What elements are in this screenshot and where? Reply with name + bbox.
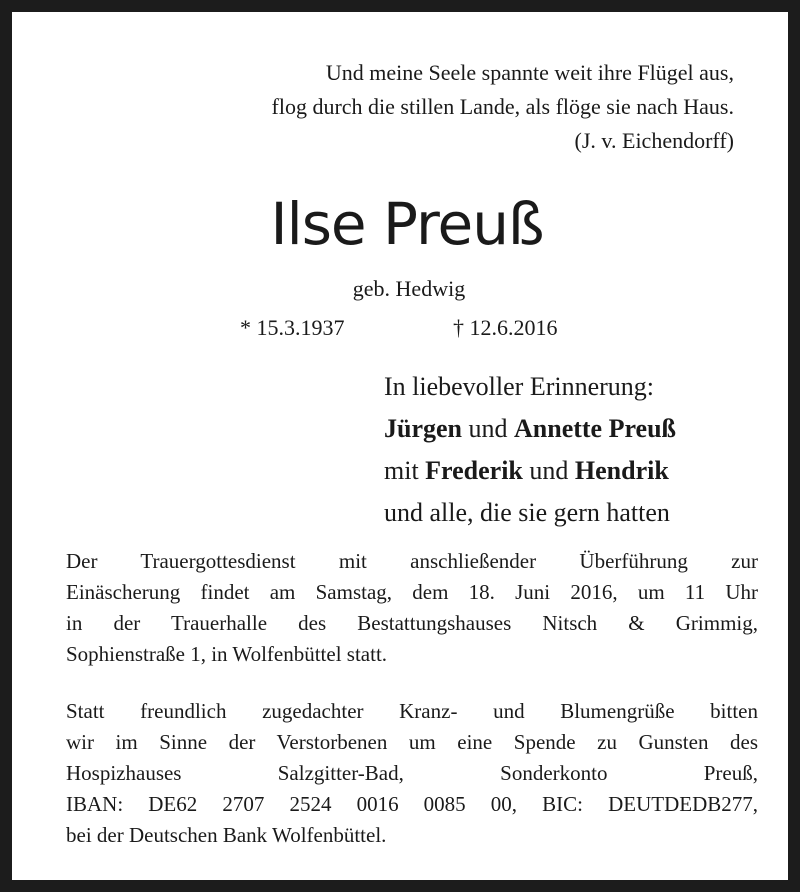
maiden-name: geb. Hedwig [352,276,466,301]
donation-line-3: Hospizhauses Salzgitter-Bad, Sonderkonto Preuß, [66,761,758,785]
mourners-line-1 [384,408,676,450]
donation-line-5: bei der Deutschen Bank Wolfenbüttel. [66,823,387,847]
conjunction: und [468,414,508,443]
poem-quote [272,56,734,158]
deceased-name: Ilse Preuß [270,190,544,258]
funeral-line-3: in der Trauerhalle des Bestattungshauses Nitsch & Grimmig, [66,611,758,635]
funeral-line-1: Der Trauergottesdienst mit anschließender Überführung zur [66,549,758,573]
funeral-line-4: Sophienstraße 1, in Wolfenbüttel statt. [66,642,388,666]
donation-line-2: wir im Sinne der Verstorbenen um eine Spende zu Gunsten des [66,730,758,754]
donation-line-1: Statt freundlich zugedachter Kranz- und Blumengrüße bitten [66,699,758,723]
donation-notice [66,696,758,851]
poem-author: (J. v. Eichendorff) [574,128,734,153]
mourner-name: Annette Preuß [514,414,677,443]
funeral-line-2: Einäscherung findet am Samstag, dem 18. Juni 2016, um 11 Uhr [66,580,758,604]
conjunction: und [529,456,569,485]
mourners-line-2 [384,450,676,492]
mourners-intro: In liebevoller Erinnerung: [384,372,655,401]
mourner-name: Jürgen [384,414,462,443]
funeral-notice [66,546,758,670]
mourner-name: Frederik [425,456,523,485]
mourners-block [384,366,676,534]
death-date: † 12.6.2016 [453,315,558,340]
conjunction: mit [384,456,419,485]
poem-line-2: flog durch die stillen Lande, als flöge sie nach Haus. [271,94,734,119]
birth-date: * 15.3.1937 [240,315,345,340]
mourners-closing: und alle, die sie gern hatten [384,498,670,527]
donation-line-4: IBAN: DE62 2707 2524 0016 0085 00, BIC: DEUTDEDB277, [66,792,758,816]
poem-line-1: Und meine Seele spannte weit ihre Flügel aus, [325,60,734,85]
mourner-name: Hendrik [574,456,669,485]
